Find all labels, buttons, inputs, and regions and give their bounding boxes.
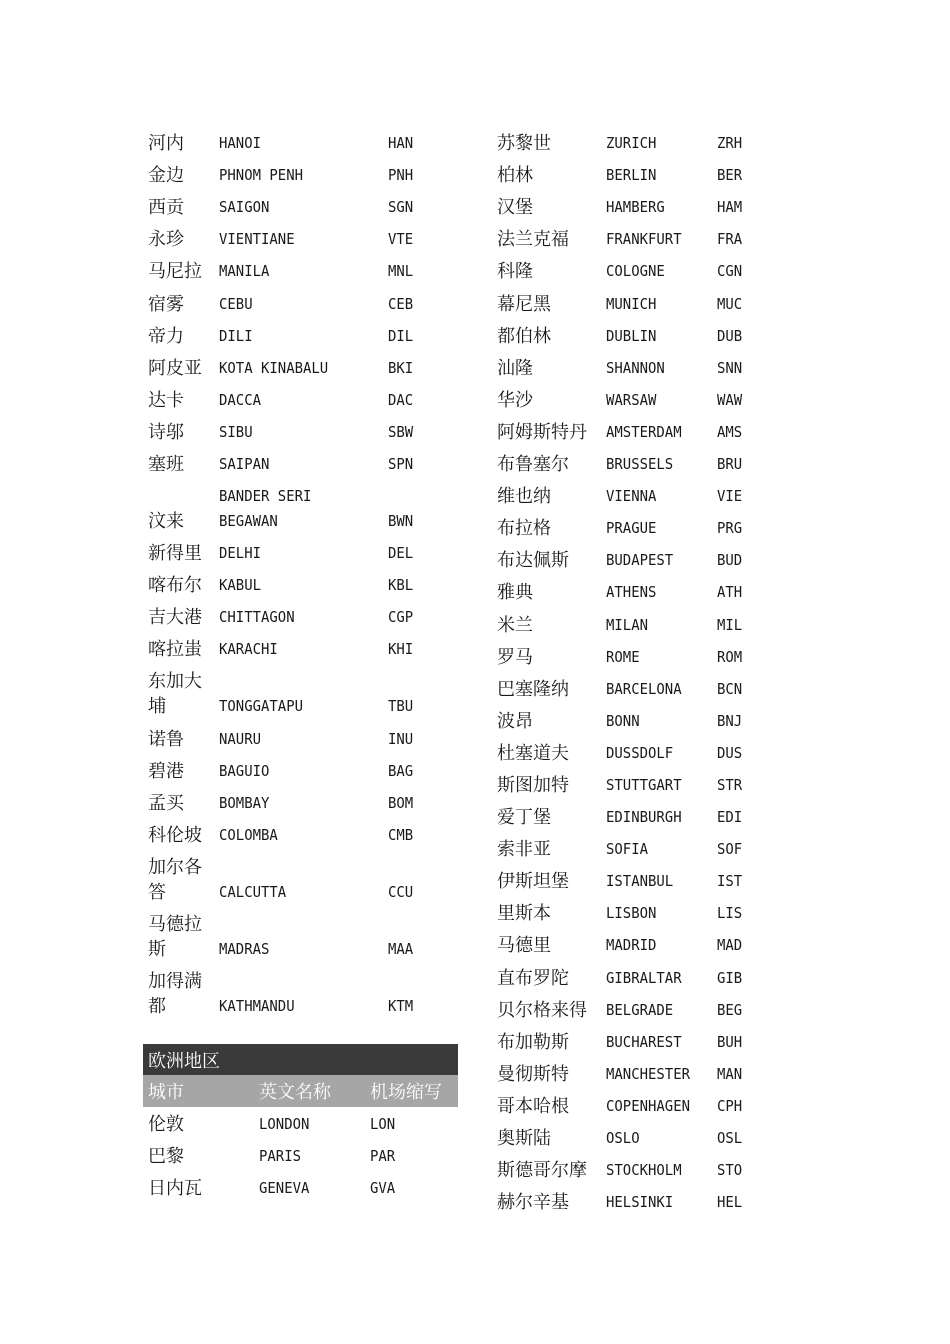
- table-row: [148, 568, 458, 600]
- airport-code: BOM: [388, 793, 414, 812]
- section-title: 欧洲地区: [143, 1044, 458, 1075]
- airport-code: BCN: [717, 679, 743, 698]
- airport-code: BNJ: [717, 711, 743, 730]
- table-row: [148, 754, 458, 786]
- city-name: 加尔各答: [148, 856, 202, 903]
- airport-code: LON: [370, 1115, 396, 1134]
- english-name: BARCELONA: [606, 679, 682, 698]
- table-row: [497, 1185, 757, 1217]
- city-name: 哥本哈根: [497, 1095, 569, 1117]
- city-name: 碧港: [148, 760, 184, 782]
- english-name: PRAGUE: [606, 519, 657, 538]
- english-name: LISBON: [606, 904, 657, 923]
- english-name: SAIGON: [219, 198, 270, 217]
- airport-code: MAA: [388, 939, 414, 958]
- airport-code: BRU: [717, 455, 743, 474]
- europe-airport-list: [497, 126, 757, 1217]
- table-row: [148, 1139, 458, 1171]
- table-row: [497, 383, 757, 415]
- table-row: [497, 768, 757, 800]
- table-row: [497, 286, 757, 318]
- table-row: [497, 1089, 757, 1121]
- table-row: [497, 960, 757, 992]
- table-row: [497, 928, 757, 960]
- airport-code: WAW: [717, 390, 743, 409]
- table-row: [497, 351, 757, 383]
- english-name: ROME: [606, 647, 640, 666]
- airport-code: TBU: [388, 697, 414, 716]
- city-name: 伦敦: [148, 1114, 184, 1136]
- english-name: GIBRALTAR: [606, 968, 682, 987]
- city-name: 法兰克福: [497, 229, 569, 251]
- table-row: [148, 158, 458, 190]
- city-name: 苏黎世: [497, 133, 551, 155]
- table-row: [148, 383, 458, 415]
- english-name: CHITTAGON: [219, 608, 295, 627]
- airport-code: BEG: [717, 1000, 743, 1019]
- table-row: [148, 222, 458, 254]
- city-name: 赫尔辛基: [497, 1192, 569, 1214]
- english-name: NAURU: [219, 729, 261, 748]
- city-name: 奥斯陆: [497, 1128, 551, 1149]
- airport-code: PNH: [388, 166, 414, 185]
- table-row: [497, 254, 757, 286]
- city-name: 帝力: [148, 325, 184, 347]
- airport-code: MIL: [717, 615, 743, 634]
- table-row: [497, 832, 757, 864]
- table-row: [497, 319, 757, 351]
- airport-code: KTM: [388, 996, 414, 1015]
- city-name: 米兰: [497, 614, 533, 636]
- table-row: [497, 575, 757, 607]
- english-name: OSLO: [606, 1129, 640, 1147]
- city-name: 巴塞隆纳: [497, 678, 569, 700]
- table-row: [148, 850, 458, 907]
- airport-code: LIS: [717, 904, 743, 923]
- airport-code: BUD: [717, 551, 743, 570]
- table-row: [148, 351, 458, 383]
- table-row: [148, 1171, 458, 1203]
- table-row: [497, 736, 757, 768]
- city-name: 杜塞道夫: [497, 742, 569, 764]
- city-name: 马尼拉: [148, 261, 202, 283]
- airport-code: MNL: [388, 262, 414, 281]
- english-name: SAIPAN: [219, 455, 270, 474]
- airport-code: DUB: [717, 326, 743, 345]
- english-name: WARSAW: [606, 390, 657, 409]
- table-row: [497, 222, 757, 254]
- english-name: MANCHESTER: [606, 1064, 691, 1083]
- city-name: 西贡: [148, 197, 184, 219]
- airport-code: VTE: [388, 230, 414, 249]
- city-name: 巴黎: [148, 1146, 184, 1168]
- city-name: 罗马: [497, 646, 533, 668]
- city-name: 雅典: [497, 582, 533, 604]
- table-row: [148, 319, 458, 351]
- city-name: 喀拉蚩: [148, 639, 202, 661]
- table-row: [148, 664, 458, 721]
- city-name: 马德里: [497, 935, 551, 957]
- city-name: 布加勒斯: [497, 1031, 569, 1053]
- english-name: STUTTGART: [606, 775, 682, 794]
- english-name: DUBLIN: [606, 326, 657, 345]
- airport-code: AMS: [717, 422, 743, 441]
- english-name: PARIS: [259, 1147, 301, 1166]
- table-row: [497, 800, 757, 832]
- english-name: MADRAS: [219, 939, 270, 958]
- airport-code: DIL: [388, 326, 414, 345]
- english-name: SOFIA: [606, 840, 649, 859]
- table-row: [497, 511, 757, 543]
- english-name: SHANNON: [606, 358, 665, 377]
- english-name: DILI: [219, 326, 253, 345]
- airport-code: SOF: [717, 840, 743, 859]
- city-name: 曼彻斯特: [497, 1063, 569, 1085]
- city-name: 索非亚: [497, 839, 551, 861]
- table-header: [143, 1075, 458, 1107]
- table-row: [148, 600, 458, 632]
- table-row: [497, 1025, 757, 1057]
- english-name: TONGGATAPU: [219, 697, 303, 716]
- city-name: 达卡: [148, 389, 184, 411]
- city-name: 柏林: [497, 165, 533, 187]
- table-row: [497, 607, 757, 639]
- table-row: [148, 447, 458, 479]
- airport-code: CCU: [388, 882, 414, 901]
- table-row: [148, 286, 458, 318]
- city-name: 喀布尔: [148, 575, 202, 597]
- english-name: BANDER SERI BEGAWAN: [219, 487, 312, 531]
- city-name: 马德拉斯: [148, 913, 202, 960]
- city-name: 东加大埔: [148, 671, 202, 718]
- english-name: STOCKHOLM: [606, 1161, 682, 1180]
- airport-code: SNN: [717, 358, 743, 377]
- airport-code: MUC: [717, 294, 743, 313]
- airport-code: STO: [717, 1161, 743, 1180]
- table-row: [148, 632, 458, 664]
- table-row: [497, 126, 757, 158]
- header-english: 英文名称: [259, 1082, 331, 1103]
- english-name: MILAN: [606, 615, 649, 634]
- airport-code: DAC: [388, 390, 414, 409]
- table-row: [148, 786, 458, 818]
- city-name: 都伯林: [497, 325, 551, 347]
- city-name: 汉堡: [497, 197, 533, 219]
- airport-code: OSL: [717, 1129, 743, 1147]
- table-row: [148, 818, 458, 850]
- table-row: [497, 1121, 757, 1153]
- english-name: AMSTERDAM: [606, 422, 682, 441]
- english-name: BUDAPEST: [606, 551, 674, 570]
- europe-section: [143, 1044, 458, 1203]
- table-row: [497, 704, 757, 736]
- city-name: 幕尼黑: [497, 293, 551, 315]
- table-row: [497, 415, 757, 447]
- english-name: MUNICH: [606, 294, 657, 313]
- english-name: FRANKFURT: [606, 230, 682, 249]
- english-name: PHNOM PENH: [219, 166, 303, 185]
- table-row: [148, 479, 458, 536]
- airport-code: EDI: [717, 808, 743, 827]
- english-name: DELHI: [219, 544, 261, 563]
- city-name: 永珍: [148, 229, 184, 251]
- table-row: [497, 1057, 757, 1089]
- city-name: 直布罗陀: [497, 967, 569, 989]
- table-row: [148, 1107, 458, 1139]
- city-name: 孟买: [148, 792, 184, 814]
- city-name: 宿雾: [148, 293, 184, 315]
- city-name: 贝尔格来得: [497, 999, 587, 1021]
- airport-code: PAR: [370, 1147, 396, 1166]
- airport-code: ROM: [717, 647, 743, 666]
- table-row: [497, 864, 757, 896]
- airport-code: SBW: [388, 422, 414, 441]
- airport-code: CGN: [717, 262, 743, 281]
- airport-code: DUS: [717, 743, 743, 762]
- airport-code: KBL: [388, 576, 414, 595]
- table-row: [148, 536, 458, 568]
- city-name: 加得满都: [148, 970, 202, 1017]
- header-city: 城市: [148, 1082, 184, 1103]
- english-name: VIENNA: [606, 487, 657, 506]
- table-row: [497, 640, 757, 672]
- airport-code: KHI: [388, 640, 414, 659]
- airport-code: BAG: [388, 761, 414, 780]
- airport-code: BUH: [717, 1032, 743, 1051]
- city-name: 布拉格: [497, 518, 551, 540]
- table-row: [148, 415, 458, 447]
- english-name: KABUL: [219, 576, 261, 595]
- table-row: [497, 158, 757, 190]
- english-name: CALCUTTA: [219, 882, 287, 901]
- airport-code: PRG: [717, 519, 743, 538]
- airport-code: ATH: [717, 583, 743, 602]
- english-name: BRUSSELS: [606, 455, 674, 474]
- airport-code: BWN: [388, 512, 414, 531]
- airport-code: CGP: [388, 608, 414, 627]
- english-name: ZURICH: [606, 134, 657, 153]
- english-name: LONDON: [259, 1115, 310, 1134]
- english-name: HAMBERG: [606, 198, 665, 217]
- english-name: COPENHAGEN: [606, 1096, 691, 1115]
- city-name: 日内瓦: [148, 1178, 202, 1200]
- english-name: VIENTIANE: [219, 230, 295, 249]
- english-name: COLOMBA: [219, 825, 278, 844]
- table-row: [497, 672, 757, 704]
- english-name: BUCHAREST: [606, 1032, 682, 1051]
- city-name: 吉大港: [148, 607, 202, 629]
- table-row: [497, 447, 757, 479]
- city-name: 伊斯坦堡: [497, 871, 569, 893]
- table-row: [497, 543, 757, 575]
- city-name: 里斯本: [497, 903, 551, 925]
- table-row: [497, 993, 757, 1025]
- europe-rows: [143, 1107, 458, 1203]
- city-name: 波昂: [497, 710, 533, 732]
- city-name: 汶来: [148, 511, 184, 533]
- header-code: 机场缩写: [370, 1082, 442, 1103]
- city-name: 爱丁堡: [497, 807, 551, 829]
- english-name: CEBU: [219, 294, 253, 313]
- city-name: 金边: [148, 165, 184, 187]
- airport-code: SPN: [388, 455, 414, 474]
- airport-code: CEB: [388, 294, 414, 313]
- airport-code: MAN: [717, 1064, 743, 1083]
- table-row: [497, 479, 757, 511]
- city-name: 华沙: [497, 389, 533, 411]
- city-name: 布达佩斯: [497, 550, 569, 572]
- table-row: [148, 907, 458, 964]
- city-name: 阿姆斯特丹: [497, 421, 587, 443]
- airport-code: CPH: [717, 1096, 743, 1115]
- english-name: BONN: [606, 711, 640, 730]
- asia-airport-list: [148, 126, 458, 1021]
- airport-code: IST: [717, 872, 743, 891]
- english-name: HANOI: [219, 134, 261, 153]
- table-row: [497, 190, 757, 222]
- airport-code: MAD: [717, 936, 743, 955]
- table-row: [148, 126, 458, 158]
- city-name: 河内: [148, 133, 184, 155]
- airport-code: HAN: [388, 134, 414, 153]
- english-name: SIBU: [219, 422, 253, 441]
- table-row: [497, 1153, 757, 1185]
- table-row: [148, 190, 458, 222]
- english-name: HELSINKI: [606, 1193, 674, 1212]
- english-name: BELGRADE: [606, 1000, 674, 1019]
- city-name: 新得里: [148, 543, 202, 565]
- english-name: COLOGNE: [606, 262, 665, 281]
- city-name: 斯图加特: [497, 774, 569, 796]
- airport-code: SGN: [388, 198, 414, 217]
- city-name: 阿皮亚: [148, 357, 202, 379]
- city-name: 科伦坡: [148, 824, 202, 846]
- english-name: ATHENS: [606, 583, 657, 602]
- table-row: [148, 964, 458, 1021]
- english-name: DACCA: [219, 390, 261, 409]
- city-name: 斯德哥尔摩: [497, 1160, 587, 1182]
- table-row: [497, 896, 757, 928]
- airport-code: VIE: [717, 487, 743, 506]
- city-name: 诗邬: [148, 421, 184, 443]
- english-name: BAGUIO: [219, 761, 270, 780]
- airport-code: GIB: [717, 968, 743, 987]
- city-name: 塞班: [148, 454, 184, 476]
- airport-code: DEL: [388, 544, 414, 563]
- english-name: MANILA: [219, 262, 270, 281]
- city-name: 汕隆: [497, 357, 533, 379]
- table-row: [148, 721, 458, 753]
- english-name: GENEVA: [259, 1179, 310, 1198]
- airport-code: CMB: [388, 825, 414, 844]
- airport-code: INU: [388, 729, 414, 748]
- city-name: 科隆: [497, 261, 533, 283]
- city-name: 布鲁塞尔: [497, 454, 569, 476]
- airport-code: BKI: [388, 358, 414, 377]
- city-name: 诺鲁: [148, 728, 184, 750]
- english-name: EDINBURGH: [606, 808, 682, 827]
- airport-code: GVA: [370, 1179, 396, 1198]
- table-row: [148, 254, 458, 286]
- airport-code: STR: [717, 775, 743, 794]
- english-name: DUSSDOLF: [606, 743, 674, 762]
- airport-code: BER: [717, 166, 743, 185]
- english-name: KARACHI: [219, 640, 278, 659]
- airport-code: ZRH: [717, 134, 743, 153]
- english-name: KOTA KINABALU: [219, 358, 329, 377]
- english-name: KATHMANDU: [219, 996, 295, 1015]
- city-name: 维也纳: [497, 486, 551, 508]
- airport-code: HAM: [717, 198, 743, 217]
- english-name: BERLIN: [606, 166, 657, 185]
- airport-code: FRA: [717, 230, 743, 249]
- english-name: BOMBAY: [219, 793, 270, 812]
- english-name: MADRID: [606, 936, 657, 955]
- airport-code: HEL: [717, 1193, 743, 1212]
- english-name: ISTANBUL: [606, 872, 674, 891]
